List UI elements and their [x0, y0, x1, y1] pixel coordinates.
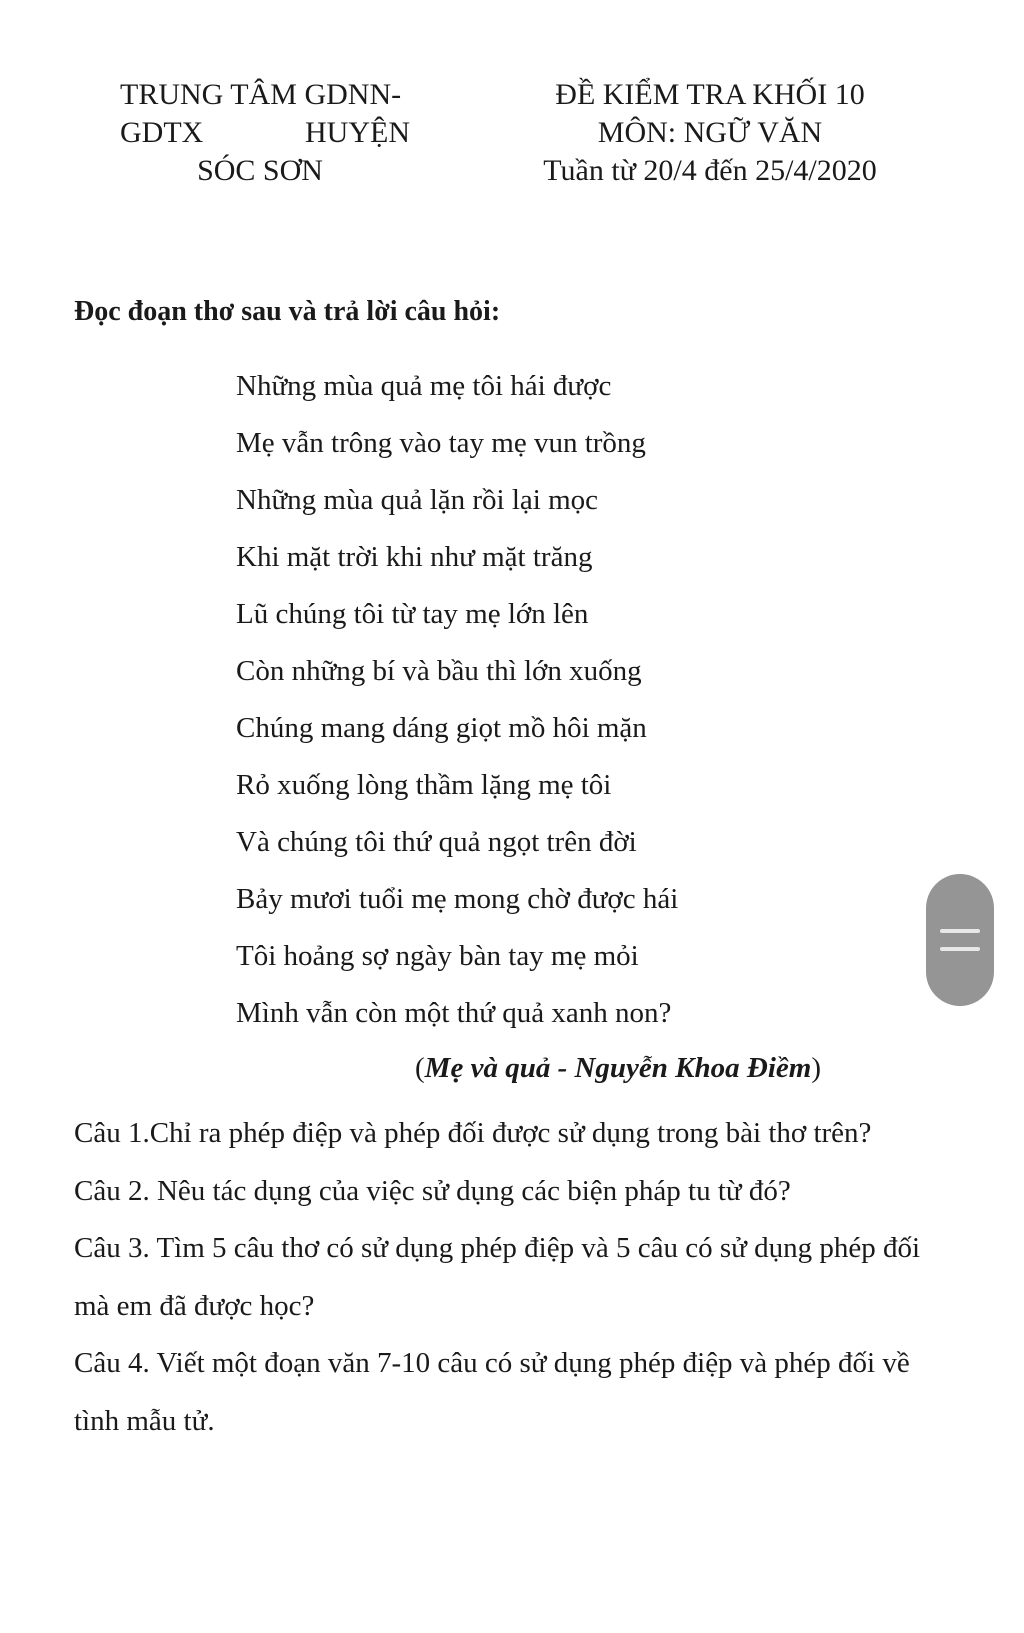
school-name-gdtx: GDTX: [120, 116, 204, 149]
poem: [236, 366, 678, 1050]
question-list: [74, 1105, 934, 1450]
question-item: Câu 2. Nêu tác dụng của việc sử dụng các biện pháp tu từ đó?: [74, 1174, 791, 1207]
poem-line: Mình vẫn còn một thứ quả xanh non?: [236, 997, 672, 1029]
question-item: Câu 3. Tìm 5 câu thơ có sử dụng phép điệp và 5 câu có sử dụng phép đối mà em đã được học?: [74, 1232, 920, 1322]
poem-attribution: [415, 1052, 821, 1085]
attribution-text: Mẹ và quả - Nguyễn Khoa Điềm: [424, 1052, 812, 1084]
exam-header: [530, 76, 890, 190]
school-name-line1: TRUNG TÂM GDNN-: [120, 78, 402, 111]
poem-line: Những mùa quả mẹ tôi hái được: [236, 370, 612, 402]
poem-line: Mẹ vẫn trông vào tay mẹ vun trồng: [236, 427, 646, 459]
poem-line: Rỏ xuống lòng thầm lặng mẹ tôi: [236, 769, 612, 801]
poem-line: Những mùa quả lặn rồi lại mọc: [236, 484, 599, 516]
attribution-open-paren: (: [415, 1052, 425, 1084]
school-header: [120, 76, 410, 190]
poem-line: Bảy mươi tuổi mẹ mong chờ được hái: [236, 883, 679, 915]
instruction-heading: Đọc đoạn thơ sau và trả lời câu hỏi:: [74, 296, 501, 327]
drag-handle-icon: [940, 929, 980, 951]
exam-week: Tuần từ 20/4 đến 25/4/2020: [543, 154, 877, 187]
poem-line: Chúng mang dáng giọt mồ hôi mặn: [236, 712, 647, 744]
exam-subject: MÔN: NGỮ VĂN: [597, 116, 823, 149]
question-item: Câu 1.Chỉ ra phép điệp và phép đối được sử dụng trong bài thơ trên?: [74, 1117, 872, 1149]
poem-line: Còn những bí và bầu thì lớn xuống: [236, 655, 642, 687]
poem-line: Tôi hoảng sợ ngày bàn tay mẹ mỏi: [236, 940, 639, 972]
question-item: Câu 4. Viết một đoạn văn 7-10 câu có sử dụng phép điệp và phép đối về tình mẫu tử.: [74, 1347, 910, 1437]
poem-line: Và chúng tôi thứ quả ngọt trên đời: [236, 826, 637, 858]
scroll-handle[interactable]: [926, 874, 994, 1006]
attribution-close-paren: ): [811, 1052, 822, 1084]
school-name-district: HUYỆN: [305, 116, 410, 149]
poem-line: Khi mặt trời khi như mặt trăng: [236, 541, 593, 573]
poem-line: Lũ chúng tôi từ tay mẹ lớn lên: [236, 598, 589, 630]
school-name-line3: SÓC SƠN: [197, 154, 323, 187]
exam-title: ĐỀ KIỂM TRA KHỐI 10: [555, 78, 865, 111]
school-name-line2: [120, 114, 410, 152]
